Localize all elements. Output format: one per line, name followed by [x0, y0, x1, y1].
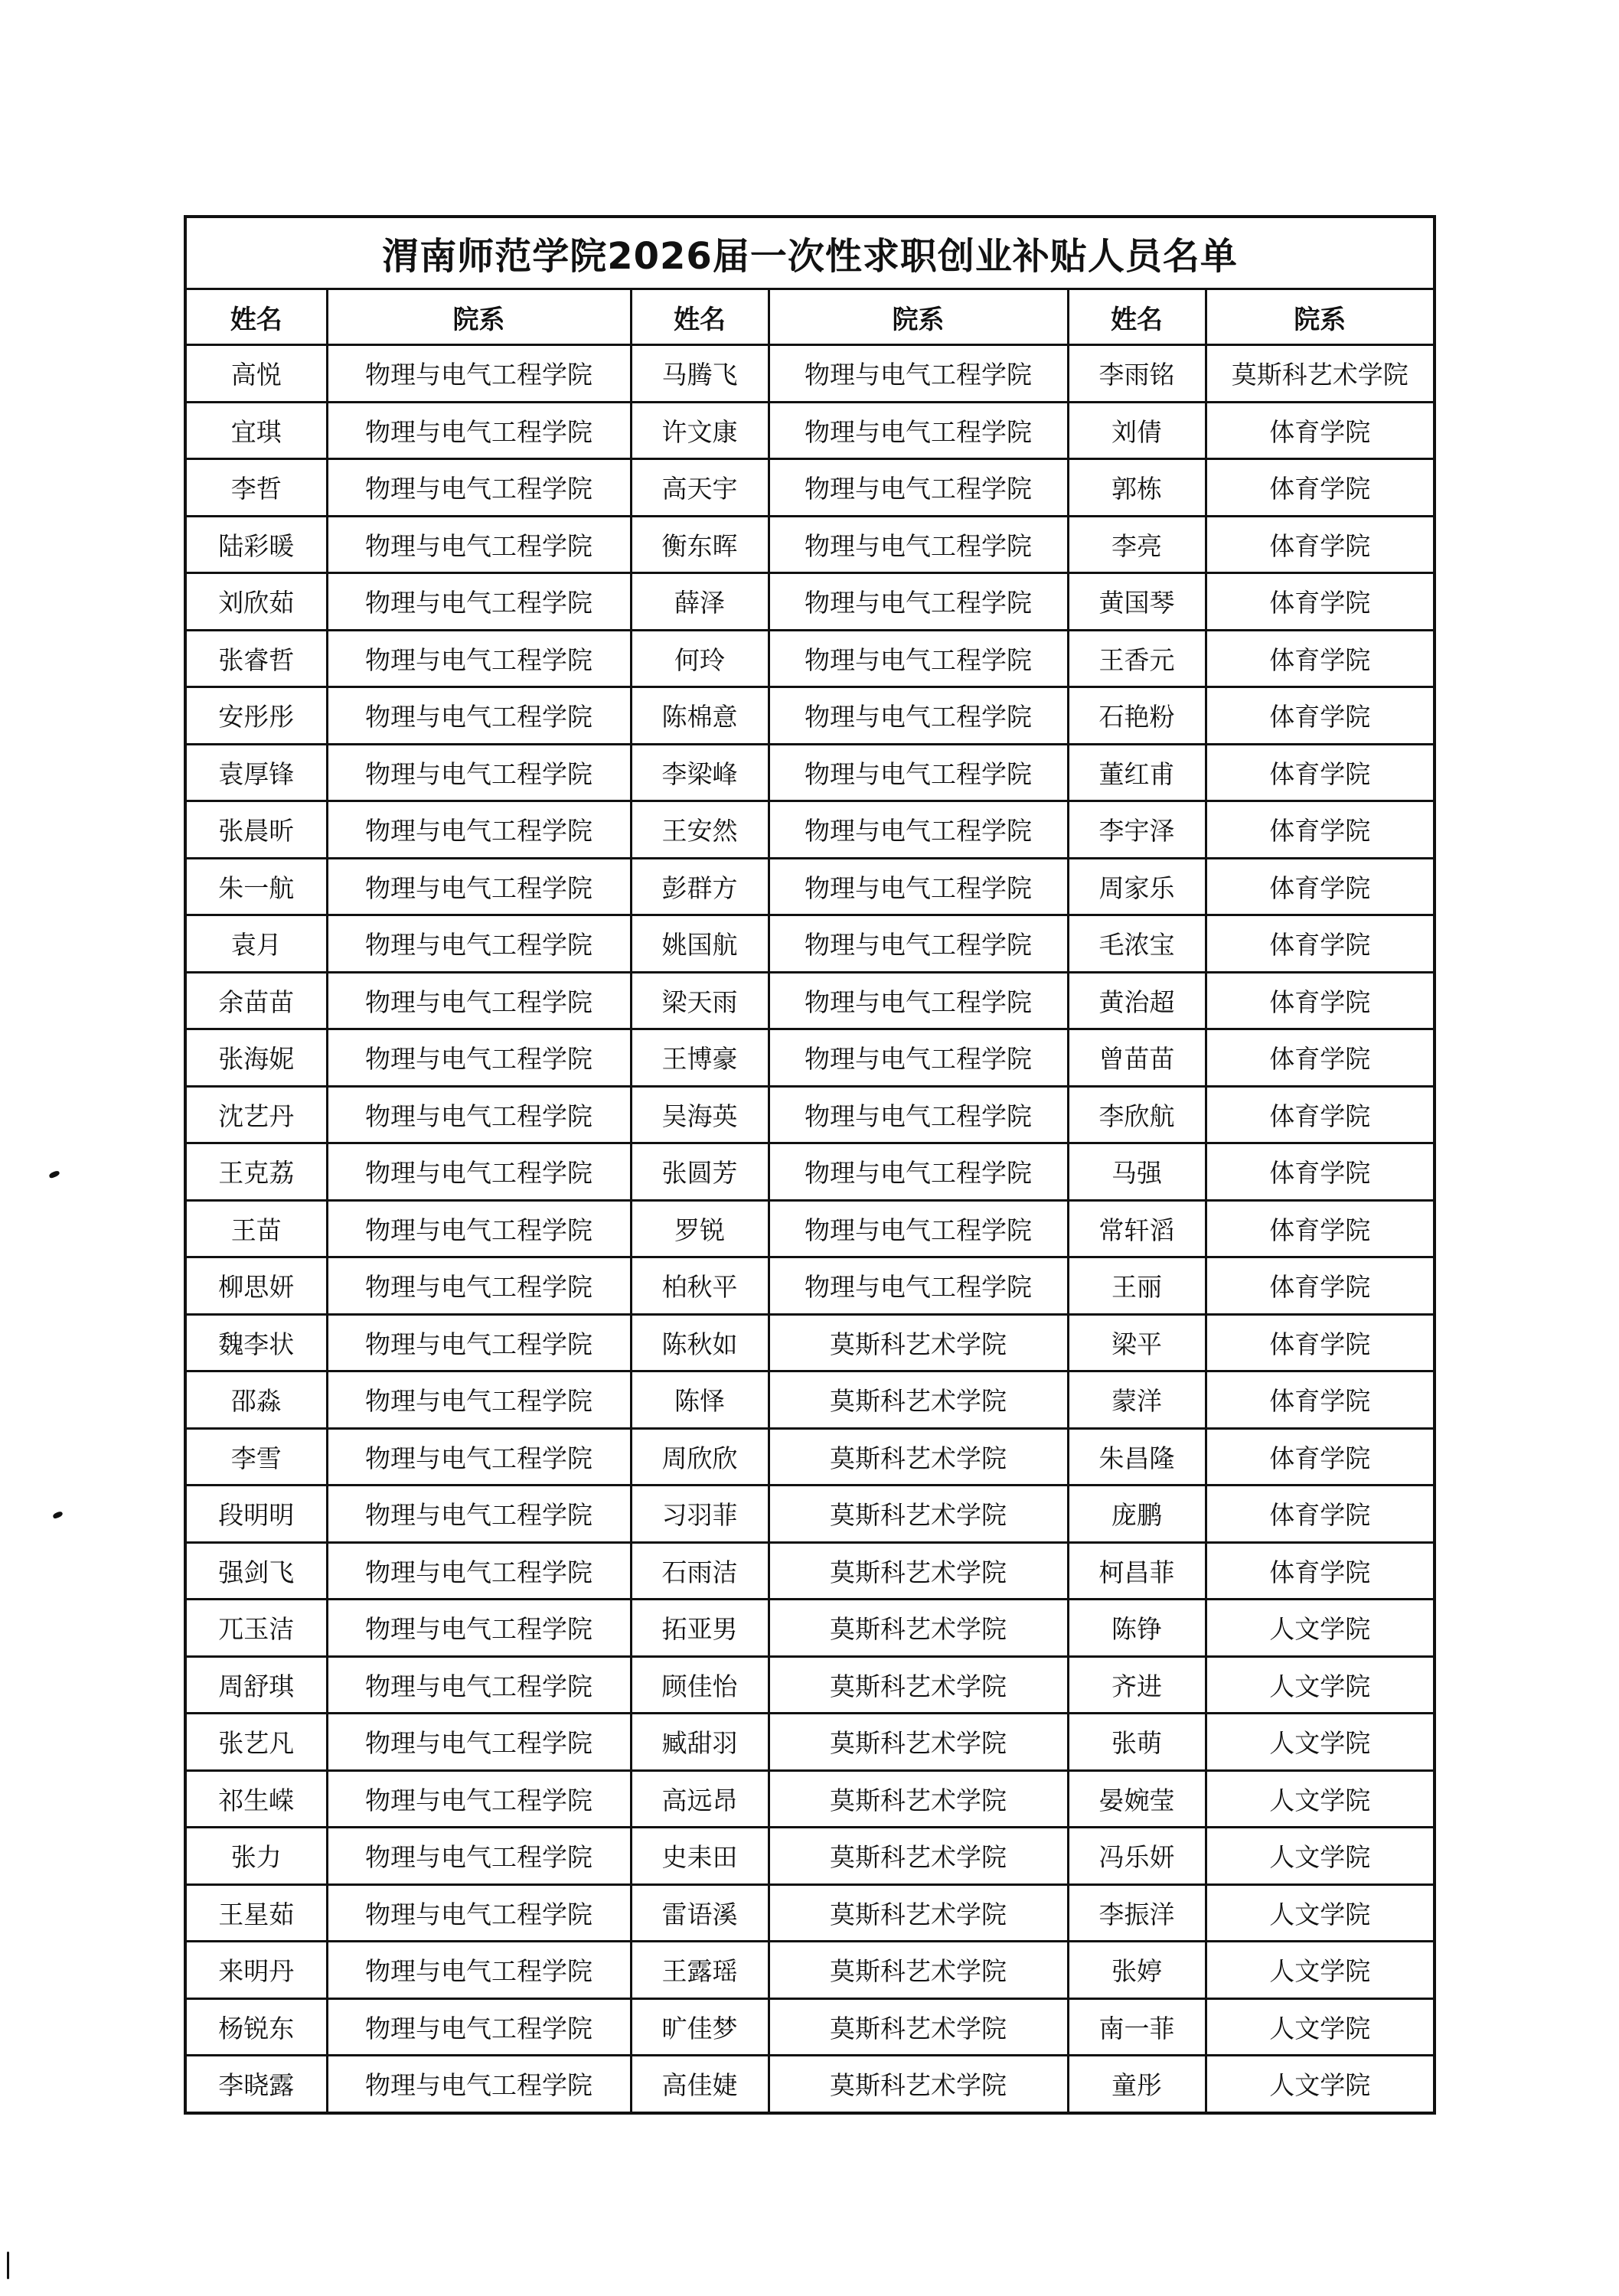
student-name-cell: 石雨洁	[631, 1542, 769, 1600]
student-name-cell: 王博豪	[631, 1029, 769, 1087]
department-cell: 物理与电气工程学院	[327, 972, 631, 1029]
department-cell: 莫斯科艺术学院	[769, 1942, 1068, 1999]
department-cell: 体育学院	[1206, 687, 1435, 745]
student-name-cell: 董红甫	[1068, 744, 1206, 801]
department-cell: 物理与电气工程学院	[769, 516, 1068, 573]
student-name-cell: 兀玉洁	[185, 1600, 327, 1657]
student-name-cell: 李宇泽	[1068, 801, 1206, 859]
department-cell: 物理与电气工程学院	[327, 687, 631, 745]
department-cell: 体育学院	[1206, 573, 1435, 631]
department-cell: 物理与电气工程学院	[769, 801, 1068, 859]
table-row	[185, 1486, 1435, 1543]
student-name-cell: 李梁峰	[631, 744, 769, 801]
department-cell: 体育学院	[1206, 1143, 1435, 1201]
department-cell: 人文学院	[1206, 1884, 1435, 1942]
department-cell: 物理与电气工程学院	[327, 1656, 631, 1714]
table-row	[185, 1714, 1435, 1771]
department-cell: 体育学院	[1206, 516, 1435, 573]
department-cell: 物理与电气工程学院	[327, 1714, 631, 1771]
student-name-cell: 曾苗苗	[1068, 1029, 1206, 1087]
student-name-cell: 高远昂	[631, 1770, 769, 1828]
department-cell: 物理与电气工程学院	[769, 1029, 1068, 1087]
student-name-cell: 安彤彤	[185, 687, 327, 745]
department-cell: 物理与电气工程学院	[327, 402, 631, 459]
student-name-cell: 周舒琪	[185, 1656, 327, 1714]
table-row	[185, 630, 1435, 687]
student-name-cell: 柏秋平	[631, 1257, 769, 1315]
department-cell: 莫斯科艺术学院	[1206, 345, 1435, 403]
student-name-cell: 王安然	[631, 801, 769, 859]
table-row	[185, 687, 1435, 745]
department-cell: 体育学院	[1206, 459, 1435, 517]
table-row	[185, 744, 1435, 801]
department-cell: 物理与电气工程学院	[769, 345, 1068, 403]
student-name-cell: 陈铮	[1068, 1600, 1206, 1657]
student-name-cell: 何玲	[631, 630, 769, 687]
department-cell: 体育学院	[1206, 1086, 1435, 1143]
student-name-cell: 张萌	[1068, 1714, 1206, 1771]
department-cell: 物理与电气工程学院	[769, 1200, 1068, 1257]
column-header-department: 院系	[1206, 289, 1435, 345]
table-row	[185, 1029, 1435, 1087]
student-name-cell: 李哲	[185, 459, 327, 517]
department-cell: 物理与电气工程学院	[327, 1486, 631, 1543]
student-name-cell: 黄国琴	[1068, 573, 1206, 631]
department-cell: 物理与电气工程学院	[327, 1086, 631, 1143]
department-cell: 体育学院	[1206, 801, 1435, 859]
student-name-cell: 陈怿	[631, 1371, 769, 1429]
department-cell: 人文学院	[1206, 1656, 1435, 1714]
department-cell: 体育学院	[1206, 1200, 1435, 1257]
department-cell: 物理与电气工程学院	[327, 1542, 631, 1600]
department-cell: 莫斯科艺术学院	[769, 1486, 1068, 1543]
student-name-cell: 张睿哲	[185, 630, 327, 687]
department-cell: 物理与电气工程学院	[769, 573, 1068, 631]
student-name-cell: 袁厚锋	[185, 744, 327, 801]
department-cell: 物理与电气工程学院	[327, 1143, 631, 1201]
student-name-cell: 臧甜羽	[631, 1714, 769, 1771]
student-name-cell: 许文康	[631, 402, 769, 459]
student-name-cell: 周欣欣	[631, 1428, 769, 1486]
department-cell: 物理与电气工程学院	[327, 459, 631, 517]
table-row	[185, 1542, 1435, 1600]
student-name-cell: 李欣航	[1068, 1086, 1206, 1143]
student-name-cell: 石艳粉	[1068, 687, 1206, 745]
department-cell: 物理与电气工程学院	[327, 744, 631, 801]
department-cell: 物理与电气工程学院	[327, 630, 631, 687]
student-name-cell: 张晨昕	[185, 801, 327, 859]
table-row	[185, 1143, 1435, 1201]
table-row	[185, 1371, 1435, 1429]
table-row	[185, 1998, 1435, 2056]
student-name-cell: 王克荔	[185, 1143, 327, 1201]
department-cell: 体育学院	[1206, 1486, 1435, 1543]
department-cell: 物理与电气工程学院	[327, 1257, 631, 1315]
department-cell: 物理与电气工程学院	[769, 1257, 1068, 1315]
department-cell: 体育学院	[1206, 972, 1435, 1029]
department-cell: 体育学院	[1206, 1542, 1435, 1600]
student-name-cell: 张婷	[1068, 1942, 1206, 1999]
student-name-cell: 薛泽	[631, 573, 769, 631]
student-name-cell: 毛浓宝	[1068, 915, 1206, 973]
student-name-cell: 拓亚男	[631, 1600, 769, 1657]
department-cell: 莫斯科艺术学院	[769, 1314, 1068, 1371]
student-name-cell: 吴海英	[631, 1086, 769, 1143]
student-name-cell: 周家乐	[1068, 858, 1206, 915]
roster-body	[185, 345, 1435, 2113]
department-cell: 莫斯科艺术学院	[769, 1542, 1068, 1600]
column-header-department: 院系	[769, 289, 1068, 345]
department-cell: 人文学院	[1206, 1714, 1435, 1771]
table-row	[185, 1600, 1435, 1657]
department-cell: 体育学院	[1206, 630, 1435, 687]
student-name-cell: 柯昌菲	[1068, 1542, 1206, 1600]
department-cell: 人文学院	[1206, 1942, 1435, 1999]
department-cell: 物理与电气工程学院	[769, 630, 1068, 687]
student-name-cell: 顾佳怡	[631, 1656, 769, 1714]
table-row	[185, 1314, 1435, 1371]
student-name-cell: 梁平	[1068, 1314, 1206, 1371]
student-name-cell: 魏李状	[185, 1314, 327, 1371]
student-name-cell: 齐进	[1068, 1656, 1206, 1714]
student-name-cell: 庞鹏	[1068, 1486, 1206, 1543]
header-row	[185, 289, 1435, 345]
table-row	[185, 1770, 1435, 1828]
student-name-cell: 张力	[185, 1828, 327, 1885]
student-name-cell: 郭栋	[1068, 459, 1206, 517]
department-cell: 人文学院	[1206, 1828, 1435, 1885]
table-row	[185, 801, 1435, 859]
scan-speck-mark	[52, 1511, 64, 1519]
student-name-cell: 彭群方	[631, 858, 769, 915]
subsidy-roster-table	[184, 215, 1436, 2115]
department-cell: 物理与电气工程学院	[327, 1770, 631, 1828]
student-name-cell: 陆彩暖	[185, 516, 327, 573]
student-name-cell: 张圆芳	[631, 1143, 769, 1201]
student-name-cell: 王星茹	[185, 1884, 327, 1942]
department-cell: 体育学院	[1206, 1029, 1435, 1087]
department-cell: 物理与电气工程学院	[327, 2056, 631, 2113]
department-cell: 体育学院	[1206, 915, 1435, 973]
department-cell: 物理与电气工程学院	[327, 1029, 631, 1087]
student-name-cell: 姚国航	[631, 915, 769, 973]
department-cell: 莫斯科艺术学院	[769, 1656, 1068, 1714]
student-name-cell: 王苗	[185, 1200, 327, 1257]
department-cell: 体育学院	[1206, 858, 1435, 915]
student-name-cell: 刘欣茹	[185, 573, 327, 631]
department-cell: 体育学院	[1206, 1428, 1435, 1486]
department-cell: 物理与电气工程学院	[327, 1428, 631, 1486]
department-cell: 物理与电气工程学院	[769, 744, 1068, 801]
department-cell: 物理与电气工程学院	[327, 1371, 631, 1429]
student-name-cell: 马强	[1068, 1143, 1206, 1201]
department-cell: 人文学院	[1206, 1998, 1435, 2056]
student-name-cell: 黄治超	[1068, 972, 1206, 1029]
table-row	[185, 1257, 1435, 1315]
department-cell: 莫斯科艺术学院	[769, 1828, 1068, 1885]
student-name-cell: 李雨铭	[1068, 345, 1206, 403]
student-name-cell: 高悦	[185, 345, 327, 403]
table-row	[185, 972, 1435, 1029]
table-row	[185, 573, 1435, 631]
department-cell: 物理与电气工程学院	[769, 459, 1068, 517]
department-cell: 体育学院	[1206, 1371, 1435, 1429]
column-header-name: 姓名	[631, 289, 769, 345]
department-cell: 物理与电气工程学院	[327, 345, 631, 403]
department-cell: 物理与电气工程学院	[327, 1828, 631, 1885]
student-name-cell: 雷语溪	[631, 1884, 769, 1942]
student-name-cell: 强剑飞	[185, 1542, 327, 1600]
student-name-cell: 陈秋如	[631, 1314, 769, 1371]
student-name-cell: 段明明	[185, 1486, 327, 1543]
table-row	[185, 402, 1435, 459]
table-row	[185, 1200, 1435, 1257]
department-cell: 物理与电气工程学院	[327, 1884, 631, 1942]
student-name-cell: 马腾飞	[631, 345, 769, 403]
student-name-cell: 杨锐东	[185, 1998, 327, 2056]
student-name-cell: 张海妮	[185, 1029, 327, 1087]
department-cell: 体育学院	[1206, 402, 1435, 459]
student-name-cell: 王香元	[1068, 630, 1206, 687]
table-row	[185, 1086, 1435, 1143]
department-cell: 物理与电气工程学院	[327, 516, 631, 573]
student-name-cell: 常轩滔	[1068, 1200, 1206, 1257]
department-cell: 人文学院	[1206, 1600, 1435, 1657]
student-name-cell: 张艺凡	[185, 1714, 327, 1771]
department-cell: 物理与电气工程学院	[327, 858, 631, 915]
department-cell: 莫斯科艺术学院	[769, 1998, 1068, 2056]
column-header-name: 姓名	[1068, 289, 1206, 345]
department-cell: 物理与电气工程学院	[327, 801, 631, 859]
department-cell: 物理与电气工程学院	[769, 1086, 1068, 1143]
student-name-cell: 朱昌隆	[1068, 1428, 1206, 1486]
table-row	[185, 1828, 1435, 1885]
student-name-cell: 朱一航	[185, 858, 327, 915]
department-cell: 物理与电气工程学院	[769, 402, 1068, 459]
student-name-cell: 刘倩	[1068, 402, 1206, 459]
department-cell: 物理与电气工程学院	[769, 915, 1068, 973]
department-cell: 莫斯科艺术学院	[769, 1600, 1068, 1657]
student-name-cell: 冯乐妍	[1068, 1828, 1206, 1885]
department-cell: 物理与电气工程学院	[327, 1600, 631, 1657]
department-cell: 人文学院	[1206, 1770, 1435, 1828]
department-cell: 莫斯科艺术学院	[769, 1884, 1068, 1942]
student-name-cell: 衡东晖	[631, 516, 769, 573]
student-name-cell: 旷佳梦	[631, 1998, 769, 2056]
table-row	[185, 516, 1435, 573]
table-row	[185, 345, 1435, 403]
table-row	[185, 2056, 1435, 2113]
department-cell: 物理与电气工程学院	[327, 915, 631, 973]
department-cell: 体育学院	[1206, 1314, 1435, 1371]
department-cell: 莫斯科艺术学院	[769, 1371, 1068, 1429]
column-header-department: 院系	[327, 289, 631, 345]
department-cell: 体育学院	[1206, 744, 1435, 801]
student-name-cell: 邵淼	[185, 1371, 327, 1429]
department-cell: 物理与电气工程学院	[327, 1998, 631, 2056]
scan-speck-mark	[48, 1170, 60, 1179]
column-header-name: 姓名	[185, 289, 327, 345]
table-row	[185, 1656, 1435, 1714]
table-row	[185, 1884, 1435, 1942]
student-name-cell: 宜琪	[185, 402, 327, 459]
table-row	[185, 858, 1435, 915]
department-cell: 莫斯科艺术学院	[769, 2056, 1068, 2113]
student-name-cell: 来明丹	[185, 1942, 327, 1999]
department-cell: 莫斯科艺术学院	[769, 1714, 1068, 1771]
student-name-cell: 陈棉意	[631, 687, 769, 745]
table-row	[185, 459, 1435, 517]
scan-edge-mark	[7, 2252, 9, 2279]
department-cell: 物理与电气工程学院	[769, 858, 1068, 915]
student-name-cell: 习羽菲	[631, 1486, 769, 1543]
student-name-cell: 童彤	[1068, 2056, 1206, 2113]
department-cell: 物理与电气工程学院	[769, 687, 1068, 745]
student-name-cell: 余苗苗	[185, 972, 327, 1029]
student-name-cell: 高天宇	[631, 459, 769, 517]
student-name-cell: 蒙洋	[1068, 1371, 1206, 1429]
department-cell: 莫斯科艺术学院	[769, 1770, 1068, 1828]
student-name-cell: 梁天雨	[631, 972, 769, 1029]
document-title: 渭南师范学院2026届一次性求职创业补贴人员名单	[185, 217, 1435, 289]
student-name-cell: 李晓露	[185, 2056, 327, 2113]
student-name-cell: 史耒田	[631, 1828, 769, 1885]
table-row	[185, 915, 1435, 973]
department-cell: 莫斯科艺术学院	[769, 1428, 1068, 1486]
student-name-cell: 李雪	[185, 1428, 327, 1486]
student-name-cell: 柳思妍	[185, 1257, 327, 1315]
student-name-cell: 祁生嵘	[185, 1770, 327, 1828]
department-cell: 物理与电气工程学院	[327, 1200, 631, 1257]
student-name-cell: 晏婉莹	[1068, 1770, 1206, 1828]
student-name-cell: 李振洋	[1068, 1884, 1206, 1942]
department-cell: 体育学院	[1206, 1257, 1435, 1315]
department-cell: 物理与电气工程学院	[769, 1143, 1068, 1201]
student-name-cell: 南一菲	[1068, 1998, 1206, 2056]
table-row	[185, 1942, 1435, 1999]
student-name-cell: 袁月	[185, 915, 327, 973]
student-name-cell: 罗锐	[631, 1200, 769, 1257]
student-name-cell: 沈艺丹	[185, 1086, 327, 1143]
department-cell: 物理与电气工程学院	[327, 1314, 631, 1371]
department-cell: 物理与电气工程学院	[327, 1942, 631, 1999]
student-name-cell: 李亮	[1068, 516, 1206, 573]
student-name-cell: 王丽	[1068, 1257, 1206, 1315]
title-row	[185, 217, 1435, 289]
student-name-cell: 高佳婕	[631, 2056, 769, 2113]
department-cell: 物理与电气工程学院	[769, 972, 1068, 1029]
table-row	[185, 1428, 1435, 1486]
student-name-cell: 王露瑶	[631, 1942, 769, 1999]
department-cell: 物理与电气工程学院	[327, 573, 631, 631]
department-cell: 人文学院	[1206, 2056, 1435, 2113]
